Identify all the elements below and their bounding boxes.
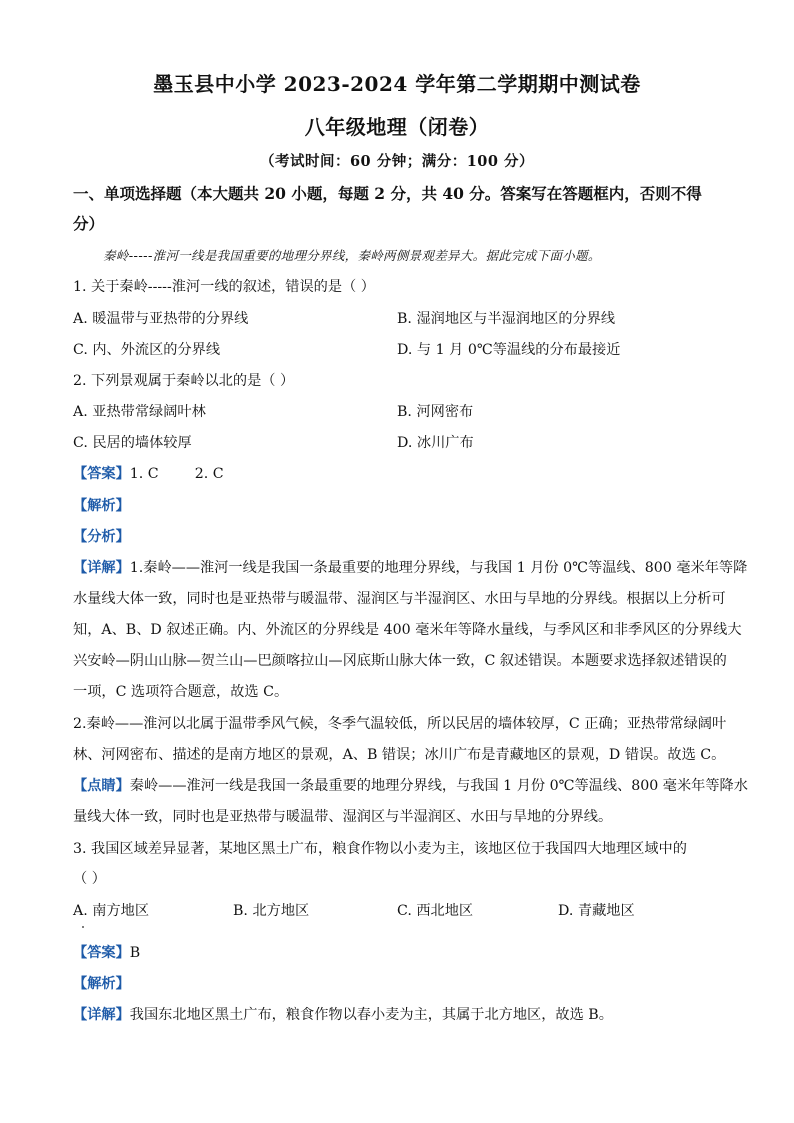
detail-line-4: 兴安岭—阴山山脉—贺兰山—巴颜喀拉山—冈底斯山脉大体一致，C 叙述错误。本题要求选择叙述错误的 <box>73 653 727 669</box>
detail-3 <box>73 1004 723 1024</box>
detail-line-1 <box>73 557 748 577</box>
analysis-tag <box>73 495 723 515</box>
fenxi-tag: 【分析】 <box>73 529 130 545</box>
question-2-option-d: D. 冰川广布 <box>397 435 474 451</box>
dianjing-line-2: 量线大体一致，同时也是亚热带与暖温带、湿润区与半湿润区、水田与旱地的分界线。 <box>73 809 613 825</box>
detail-text: 1.秦岭——淮河一线是我国一条最重要的地理分界线，与我国 1 月份 0℃等温线、800 毫米年等降 <box>129 560 748 576</box>
dianjing-text: 秦岭——淮河一线是我国一条最重要的地理分界线，与我国 1 月份 0℃等温线、800 毫米年等降水 <box>129 778 748 794</box>
question-3-stem: 3. 我国区域差异显著，某地区黑土广布，粮食作物以小麦为主，该地区位于我国四大地理区域中的 <box>73 841 687 857</box>
jiexi-tag: 【解析】 <box>73 498 130 514</box>
question-3-option-b: B. 北方地区 <box>233 903 310 919</box>
analysis-3 <box>73 973 723 993</box>
question-1-option-a: A. 暖温带与亚热带的分界线 <box>73 311 249 327</box>
question-1-option-d: D. 与 1 月 0℃等温线的分布最接近 <box>397 342 621 358</box>
exam-subtitle: 八年级地理（闭卷） <box>304 115 490 139</box>
answer3-text: B <box>129 945 141 961</box>
section-heading-cont: 分） <box>73 214 105 233</box>
detail-line-3: 知，A、B、D 叙述正确。内、外流区的分界线是 400 毫米年等降水量线，与季风区和非季风区的分界线大 <box>73 622 742 638</box>
detail-line-6: 2.秦岭——淮河以北属于温带季风气候，冬季气温较低，所以民居的墙体较厚，C 正确；亚热带常绿阔叶 <box>73 716 727 732</box>
answer-3 <box>73 942 723 962</box>
exam-info: （考试时间：60 分钟；满分：100 分） <box>259 153 535 170</box>
question-intro: 秦岭-----淮河一线是我国重要的地理分界线，秦岭两侧景观差异大。据此完成下面小题。 <box>103 248 601 263</box>
dianjing-line-1 <box>73 775 748 795</box>
section-heading: 一、单项选择题（本大题共 20 小题，每题 2 分，共 40 分。答案写在答题框内，否则不得 <box>73 184 702 203</box>
detail3-text: 我国东北地区黑土广布，粮食作物以春小麦为主，其属于北方地区，故选 B。 <box>129 1007 613 1023</box>
stray-dot <box>82 926 84 928</box>
question-3-option-c: C. 西北地区 <box>397 903 474 919</box>
exam-title: 墨玉县中小学 2023-2024 学年第二学期期中测试卷 <box>153 72 641 96</box>
question-1-option-b: B. 湿润地区与半湿润地区的分界线 <box>397 311 616 327</box>
detail-line-7: 林、河网密布、描述的是南方地区的景观，A、B 错误；冰川广布是青藏地区的景观，D 错误。故选 C。 <box>73 747 726 763</box>
question-3-option-a: A. 南方地区 <box>73 903 150 919</box>
question-2-stem: 2. 下列景观属于秦岭以北的是（ ） <box>73 373 295 389</box>
detail-line-2: 水量线大体一致，同时也是亚热带与暖温带、湿润区与半湿润区、水田与旱地的分界线。根据以上分析可 <box>73 591 726 607</box>
answer-1-2 <box>73 463 723 483</box>
answer3-tag: 【答案】 <box>73 945 130 961</box>
question-2-option-a: A. 亚热带常绿阔叶林 <box>73 404 206 420</box>
dianjing-tag: 【点睛】 <box>73 778 130 794</box>
answer-tag: 【答案】 <box>73 466 130 482</box>
answer-text: 1. C 2. C <box>129 466 224 482</box>
fenxi-row <box>73 526 723 546</box>
jiexi3-tag: 【解析】 <box>73 976 130 992</box>
question-1-option-c: C. 内、外流区的分界线 <box>73 342 221 358</box>
question-2-option-b: B. 河网密布 <box>397 404 474 420</box>
detail-line-5: 一项，C 选项符合题意，故选 C。 <box>73 684 289 700</box>
detail-tag: 【详解】 <box>73 560 130 576</box>
question-2-option-c: C. 民居的墙体较厚 <box>73 435 192 451</box>
detail3-tag: 【详解】 <box>73 1007 130 1023</box>
question-1-stem: 1. 关于秦岭-----淮河一线的叙述，错误的是（ ） <box>73 279 375 295</box>
question-3-option-d: D. 青藏地区 <box>558 903 635 919</box>
question-3-stem-cont: （ ） <box>73 871 106 887</box>
